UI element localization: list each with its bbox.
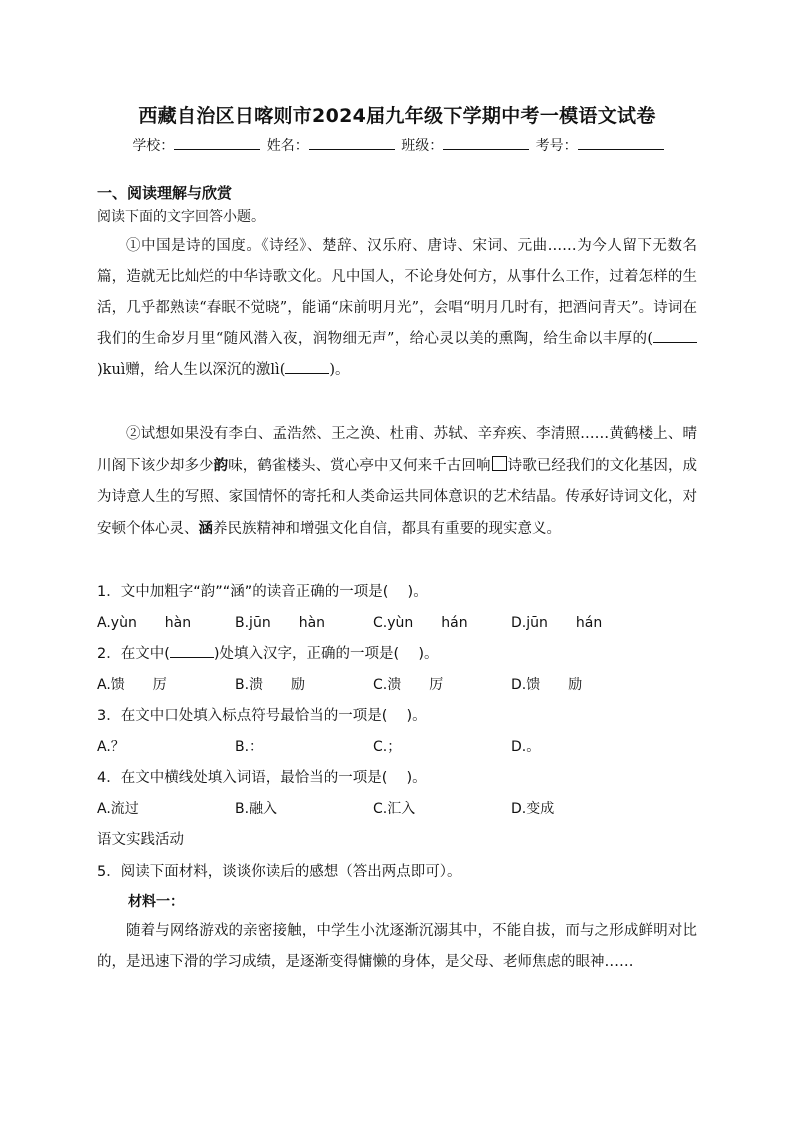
question-2-stem: [97, 642, 438, 663]
para2-text-d: 养民族精神和增强文化自信，都具有重要的现实意义。: [213, 521, 561, 537]
question-1-stem: 1．文中加粗字“韵”“涵”的读音正确的一项是( )。: [97, 584, 428, 600]
q2-blank: [170, 647, 214, 658]
material-label: 材料一：: [128, 894, 184, 910]
number-label: 考号：: [535, 138, 578, 154]
q3-option-d[interactable]: D.。: [511, 739, 541, 755]
para1-text-a: ①中国是诗的国度。《诗经》、楚辞、汉乐府、唐诗、宋词、元曲……为今人留下无数名篇，造就无比灿烂的中华诗歌文化。凡中国人，不论身处何方，从事什么工作，过着怎样的生活，几乎都熟读“春眠不觉晓”，能诵“床前明月光”，会唱“明月几时有，把酒问青天”。诗词在我们的生命岁月里“随风潜入夜，润物细无声”，给心灵以美的熏陶，给生命以丰厚的(: [97, 238, 697, 347]
student-info-line: [0, 135, 794, 155]
bold-char-han: 涵: [198, 520, 213, 537]
q4-option-b[interactable]: B.融入: [235, 801, 278, 817]
q4-option-c[interactable]: C.汇入: [373, 801, 416, 817]
q3-option-b[interactable]: B.：: [235, 739, 264, 755]
q2-option-a[interactable]: A.馈 厉: [97, 677, 167, 693]
q3-option-c[interactable]: C.；: [373, 739, 402, 755]
q4-option-a[interactable]: A.流过: [97, 801, 139, 817]
q2-option-c[interactable]: C.溃 厉: [373, 677, 444, 693]
class-blank[interactable]: [443, 137, 529, 150]
question-4-stem: 4．在文中横线处填入词语，最恰当的一项是( )。: [97, 770, 427, 786]
question-5-stem: 5．阅读下面材料，谈谈你读后的感想（答出两点即可）。: [97, 864, 462, 880]
para2-text-c: 诗歌已经我们的文化基因，成为诗意人生的写照、家国情怀的寄托和人类命运共同体意识的艺术结晶。传承好诗词文化，对安顿个体心灵、: [97, 458, 698, 537]
class-label: 班级：: [401, 138, 444, 154]
bold-char-yun: 韵: [213, 457, 229, 474]
answer-blank-1[interactable]: [653, 332, 697, 343]
section-heading-practice: 语文实践活动: [97, 832, 184, 848]
para2-text-b: 味，鹤雀楼头、赏心亭中又何来千古回响: [228, 458, 491, 474]
q1-option-b[interactable]: B.jūn hàn: [235, 615, 326, 631]
q4-option-d[interactable]: D.变成: [511, 801, 555, 817]
answer-blank-2[interactable]: [285, 363, 329, 374]
page-title: 西藏自治区日喀则市2024届九年级下学期中考一模语文试卷: [138, 105, 656, 127]
name-label: 姓名：: [266, 138, 309, 154]
material-text: 随着与网络游戏的亲密接触，中学生小沈逐渐沉溺其中，不能自拔，而与之形成鲜明对比的，是迅速下滑的学习成绩，是逐渐变得慵懒的身体，是父母、老师焦虑的眼神……: [97, 923, 697, 970]
q3-option-a[interactable]: A.？: [97, 739, 125, 755]
section-heading-reading: 一、阅读理解与欣赏: [97, 184, 233, 202]
reading-instruction: 阅读下面的文字回答小题。: [97, 209, 265, 225]
punctuation-box[interactable]: [492, 456, 507, 471]
q2-stem-a: 2．在文中(: [97, 646, 170, 662]
number-blank[interactable]: [578, 137, 664, 150]
passage-paragraph-1: [97, 231, 697, 386]
question-3-stem: 3．在文中口处填入标点符号最恰当的一项是( )。: [97, 708, 427, 724]
passage-paragraph-2: [97, 419, 697, 545]
q2-stem-b: )处填入汉字，正确的一项是( )。: [213, 646, 439, 662]
school-label: 学校：: [132, 138, 175, 154]
q1-option-d[interactable]: D.jūn hán: [511, 615, 603, 631]
q2-option-b[interactable]: B.溃 励: [235, 677, 306, 693]
para1-text-b: )kuì赠，给人生以深沉的激lì(: [97, 362, 286, 378]
q1-option-c[interactable]: C.yùn hán: [373, 615, 468, 631]
name-blank[interactable]: [309, 137, 395, 150]
para2-text-a: ②试想如果没有李白、孟浩然、王之涣、杜甫、苏轼、辛弃疾、李清照……黄鹤楼上、晴川阁下该少却多少: [97, 426, 697, 474]
para1-text-c: )。: [329, 362, 350, 378]
q2-option-d[interactable]: D.馈 励: [511, 677, 583, 693]
school-blank[interactable]: [174, 137, 260, 150]
q1-option-a[interactable]: A.yùn hàn: [97, 615, 192, 631]
